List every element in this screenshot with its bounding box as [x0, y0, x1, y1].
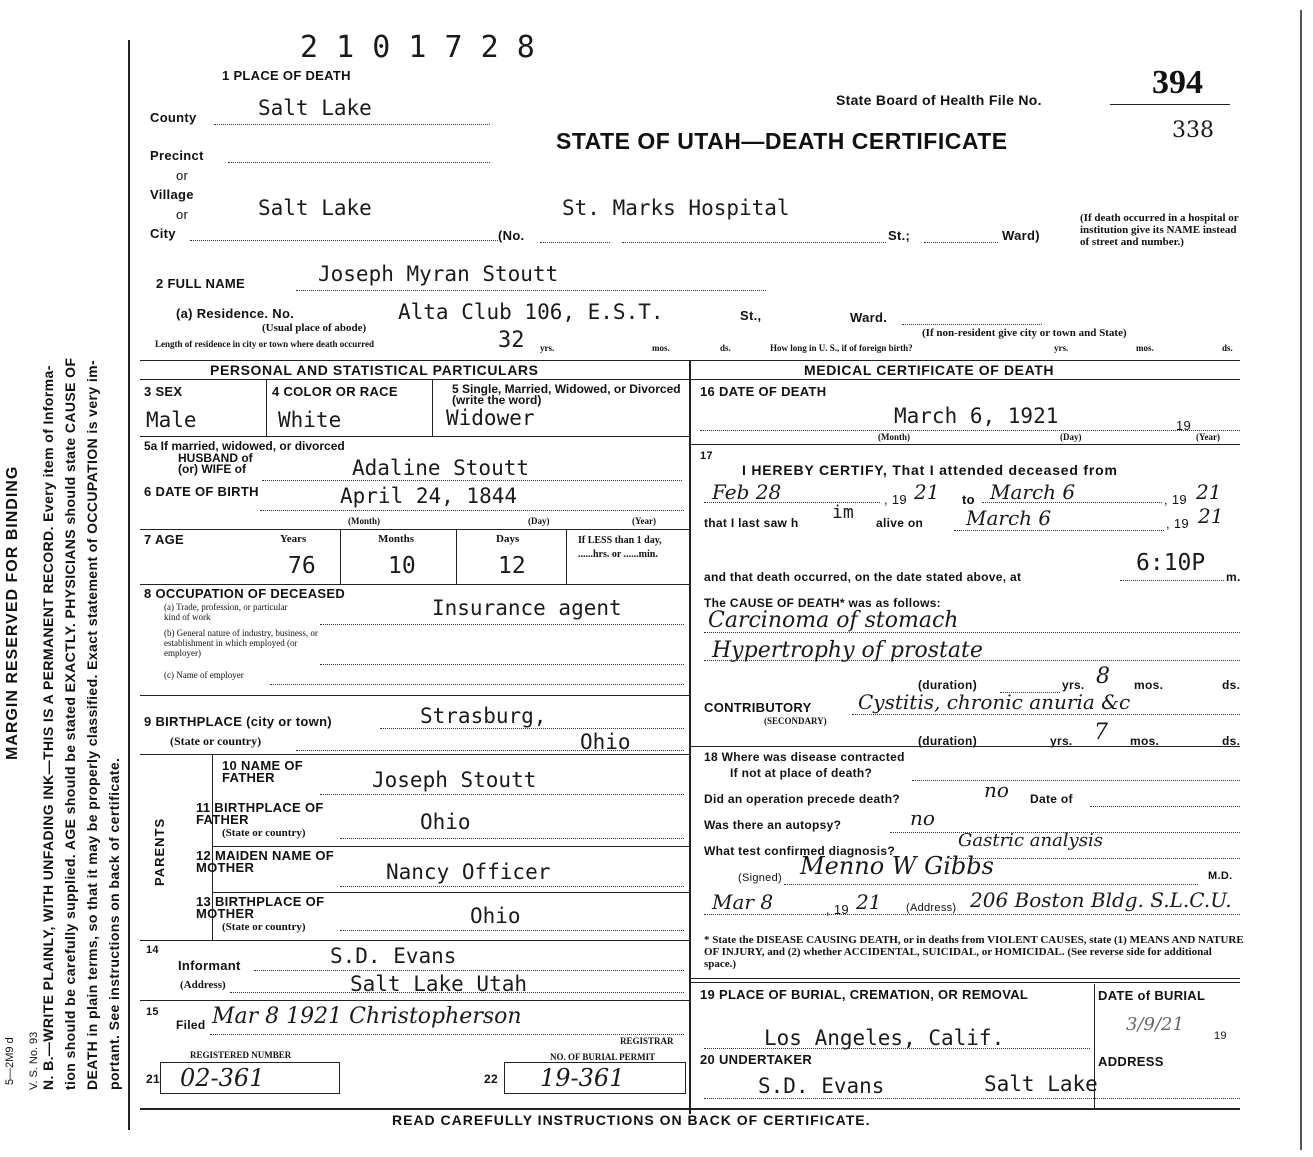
- attended-from: Feb 28: [712, 480, 782, 504]
- or-label-2: or: [176, 207, 189, 222]
- county-value: Salt Lake: [258, 96, 372, 120]
- md-label: M.D.: [1208, 870, 1233, 882]
- full-name-label: 2 FULL NAME: [156, 276, 246, 291]
- residence-value: Alta Club 106, E.S.T.: [398, 300, 664, 324]
- date-of-birth-label: 6 DATE OF BIRTH: [144, 484, 259, 499]
- alive-on-year: 21: [1198, 504, 1224, 528]
- file-number: 394: [1152, 64, 1203, 101]
- time-of-death: 6:10P: [1136, 550, 1206, 576]
- certificate-title: STATE OF UTAH—DEATH CERTIFICATE: [556, 128, 1008, 154]
- burial-permit-label: NO. OF BURIAL PERMIT: [550, 1052, 656, 1062]
- contributory-cause: Cystitis, chronic anuria &c: [858, 690, 1131, 714]
- registrar-label: REGISTRAR: [620, 1036, 674, 1046]
- operation-label: Did an operation precede death?: [704, 792, 900, 806]
- instruction-line-4: portant. See instructions on back of certificate.: [106, 757, 122, 1090]
- duration-label-2: (duration): [918, 734, 977, 748]
- age-years-label: Years: [280, 533, 307, 545]
- us-yrs-label: yrs.: [1054, 343, 1069, 353]
- cause-of-death-2: Hypertrophy of prostate: [712, 638, 983, 663]
- sex-label: 3 SEX: [144, 384, 183, 399]
- age-days-label: Days: [496, 533, 520, 545]
- occupation-c-label: (c) Name of employer: [164, 670, 244, 680]
- registered-number: 02-361: [180, 1064, 265, 1092]
- length-of-residence-value: 32: [498, 328, 525, 353]
- filed-number: 15: [146, 1006, 159, 1018]
- birthplace-city: Strasburg,: [420, 704, 547, 728]
- spouse-label-1: 5a If married, widowed, or divorced: [144, 439, 345, 453]
- operation-date-label: Date of: [1030, 792, 1073, 806]
- age-months-label: Months: [378, 533, 415, 545]
- duration-2-ds-label: ds.: [1222, 734, 1241, 748]
- footer-instructions: READ CAREFULLY INSTRUCTIONS ON BACK OF CERTIFICATE.: [392, 1112, 871, 1128]
- father-name: Joseph Stoutt: [372, 768, 537, 792]
- residence-label: (a) Residence. No.: [176, 306, 295, 321]
- city-value: Salt Lake: [258, 196, 372, 220]
- birthplace-state-label: (State or country): [170, 734, 262, 748]
- duration-label-1: (duration): [918, 678, 977, 692]
- residence-ward-label: Ward.: [850, 310, 888, 325]
- undertaker-label: 20 UNDERTAKER: [700, 1052, 813, 1067]
- informant-label: Informant: [178, 958, 241, 973]
- last-saw-label: that I last saw h: [704, 516, 799, 530]
- usual-place-note: (Usual place of abode): [262, 322, 367, 334]
- time-of-death-label: and that death occurred, on the date stated above, at: [704, 570, 1022, 584]
- date-of-burial-label: DATE of BURIAL: [1098, 988, 1206, 1003]
- footnote: * State the DISEASE CAUSING DEATH, or in deaths from VIOLENT CAUSES, state (1) MEANS AND NATURE OF INJURY, and (2) whether ACCIDENTAL, SUICIDAL, or HOMICIDAL. (See reverse side for additional space.): [704, 934, 1244, 970]
- burial-place: Los Angeles, Calif.: [764, 1026, 1005, 1050]
- occupation-a-label: (a) Trade, profession, or particular kind of work: [164, 602, 288, 622]
- burial-permit-number: 19-361: [540, 1064, 625, 1092]
- length-mos-label: mos.: [652, 343, 670, 353]
- sex-value: Male: [146, 408, 197, 432]
- binding-margin-text: MARGIN RESERVED FOR BINDING: [4, 465, 21, 760]
- age-months: 10: [388, 553, 416, 579]
- burial-19-label: 19: [1214, 1030, 1227, 1042]
- form-number: V. S. No. 93: [28, 1031, 40, 1090]
- age-less-than-label: If LESS than 1 day, ......hrs. or ......min.: [578, 535, 662, 560]
- test-confirmed-label: What test confirmed diagnosis?: [704, 844, 896, 858]
- dod-19-label: 19: [1176, 418, 1192, 433]
- registered-number-field: 21: [146, 1072, 160, 1086]
- undertaker-name: S.D. Evans: [758, 1074, 885, 1098]
- duration-1-ds-label: ds.: [1222, 678, 1241, 692]
- spouse-label-2: HUSBAND of: [178, 451, 253, 465]
- alive-on-19: , 19: [1166, 516, 1189, 531]
- father-birthplace-sub: (State or country): [222, 827, 306, 839]
- date-of-death-value: March 6, 1921: [894, 404, 1059, 428]
- birthplace-state: Ohio: [580, 730, 631, 754]
- father-name-label: 10 NAME OF FATHER: [222, 758, 304, 785]
- city-label: City: [150, 226, 176, 241]
- signed-date: Mar 8: [712, 890, 774, 914]
- cause-of-death-label: The CAUSE OF DEATH* was as follows:: [704, 596, 941, 610]
- father-birthplace: Ohio: [420, 810, 471, 834]
- dob-year-label: (Year): [632, 516, 656, 526]
- date-of-birth-value: April 24, 1844: [340, 484, 518, 508]
- precinct-label: Precinct: [150, 148, 204, 163]
- duration-2-years: 7: [1094, 720, 1108, 745]
- cause-of-death-1: Carcinoma of stomach: [708, 608, 959, 633]
- mother-birthplace-label: 13 BIRTHPLACE OF MOTHER: [196, 894, 325, 921]
- length-of-residence-label: Length of residence in city or town where death occurred: [155, 339, 375, 349]
- informant-number: 14: [146, 944, 159, 956]
- us-residence-label: How long in U. S., if of foreign birth?: [770, 343, 913, 353]
- spouse-name: Adaline Stoutt: [352, 456, 530, 480]
- birthplace-label: 9 BIRTHPLACE (city or town): [144, 714, 332, 729]
- duration-2-mos-label: mos.: [1130, 734, 1160, 748]
- hospital-name: St. Marks Hospital: [562, 196, 790, 220]
- secondary-label: (SECONDARY): [764, 716, 827, 726]
- physician-address: 206 Boston Bldg. S.L.C.U.: [970, 888, 1232, 912]
- color-race-value: White: [278, 408, 342, 432]
- stock-number: 5—2M9 d: [4, 1037, 16, 1085]
- last-saw-him: im: [832, 502, 854, 523]
- registered-number-label: REGISTERED NUMBER: [190, 1050, 292, 1060]
- parents-label: PARENTS: [152, 817, 167, 886]
- attended-to: March 6: [990, 480, 1076, 504]
- personal-particulars-heading: PERSONAL AND STATISTICAL PARTICULARS: [210, 362, 539, 378]
- marital-status-label: 5 Single, Married, Widowed, or Divorced (write the word): [452, 382, 681, 407]
- mother-name: Nancy Officer: [386, 860, 551, 884]
- marital-status-value: Widower: [446, 406, 535, 430]
- file-number-label: State Board of Health File No.: [836, 92, 1042, 108]
- certify-statement: I HEREBY CERTIFY, That I attended deceased from: [742, 462, 1118, 478]
- instruction-line-1: N. B.—WRITE PLAINLY, WITH UNFADING INK—THIS IS A PERMANENT RECORD. Every item of Informa-: [40, 365, 56, 1090]
- informant-address-label: (Address): [180, 979, 226, 991]
- duration-1-mos-label: mos.: [1134, 678, 1164, 692]
- village-label: Village: [150, 187, 194, 202]
- autopsy-value: no: [910, 806, 935, 830]
- attended-from-year: 21: [914, 480, 940, 504]
- time-m-label: m.: [1226, 570, 1241, 584]
- undertaker-address: Salt Lake: [984, 1072, 1098, 1096]
- color-race-label: 4 COLOR OR RACE: [272, 384, 398, 399]
- mother-name-label: 12 MAIDEN NAME OF MOTHER: [196, 848, 335, 875]
- spouse-label-3: (or) WIFE of: [178, 462, 246, 476]
- occupation-b-label: (b) General nature of industry, business, or establishment in which employed (or employer): [164, 628, 318, 658]
- duration-2-yrs-label: yrs.: [1050, 734, 1073, 748]
- alive-on-label: alive on: [876, 516, 924, 530]
- dod-month-label: (Month): [878, 432, 910, 442]
- date-of-burial: 3/9/21: [1126, 1014, 1184, 1035]
- hospital-note: (If death occurred in a hospital or institution give its NAME instead of street and number.): [1080, 212, 1239, 248]
- burial-place-label: 19 PLACE OF BURIAL, CREMATION, OR REMOVAL: [700, 987, 1029, 1002]
- ward-label: Ward): [1002, 228, 1040, 243]
- occupation-label: 8 OCCUPATION OF DECEASED: [144, 586, 346, 601]
- age-days: 12: [498, 553, 526, 579]
- or-label-1: or: [176, 168, 189, 183]
- burial-permit-field: 22: [484, 1072, 498, 1086]
- informant-name: S.D. Evans: [330, 944, 457, 968]
- test-confirmed-value: Gastric analysis: [958, 830, 1103, 851]
- operation-value: no: [984, 778, 1009, 802]
- residence-st-label: St.,: [740, 308, 762, 323]
- mother-birthplace: Ohio: [470, 904, 521, 928]
- certify-number: 17: [700, 450, 713, 462]
- dod-year-label: (Year): [1196, 432, 1220, 442]
- age-label: 7 AGE: [144, 532, 185, 547]
- dod-day-label: (Day): [1060, 432, 1082, 442]
- duration-1-yrs-label: yrs.: [1062, 678, 1085, 692]
- filed-label: Filed: [176, 1018, 206, 1032]
- place-of-death-label: 1 PLACE OF DEATH: [222, 68, 351, 83]
- full-name: Joseph Myran Stoutt: [318, 262, 559, 286]
- attended-to-year: 21: [1196, 480, 1222, 504]
- county-label: County: [150, 110, 197, 125]
- age-years: 76: [288, 553, 316, 579]
- occupation-value: Insurance agent: [432, 596, 622, 620]
- father-birthplace-label: 11 BIRTHPLACE OF FATHER: [196, 800, 324, 827]
- not-place-of-death-label: If not at place of death?: [730, 766, 873, 780]
- signed-19: , 19: [826, 902, 849, 917]
- physician-address-label: (Address): [906, 902, 957, 914]
- instruction-line-2: tion should be carefully supplied. AGE should be stated EXACTLY. PHYSICIANS should state CAUSE OF: [62, 357, 78, 1090]
- us-ds-label: ds.: [1222, 343, 1233, 353]
- attended-to-19: , 19: [1164, 492, 1187, 507]
- street-no-label: (No.: [498, 228, 525, 243]
- signed-year: 21: [856, 890, 882, 914]
- length-yrs-label: yrs.: [540, 343, 555, 353]
- file-number-secondary: 338: [1172, 118, 1214, 143]
- serial-number: 2 1 0 1 7 2 8: [300, 30, 535, 65]
- length-ds-label: ds.: [720, 343, 731, 353]
- mother-birthplace-sub: (State or country): [222, 921, 306, 933]
- dob-day-label: (Day): [528, 516, 550, 526]
- instruction-line-3: DEATH in plain terms, so that it may be properly classified. Exact statement of OCCUPATION is very im-: [84, 359, 100, 1090]
- informant-address: Salt Lake Utah: [350, 972, 528, 996]
- street-label: St.;: [888, 228, 911, 243]
- signed-label: (Signed): [738, 872, 782, 884]
- dob-month-label: (Month): [348, 516, 380, 526]
- undertaker-address-label: ADDRESS: [1098, 1054, 1164, 1069]
- attended-from-19: , 19: [884, 492, 907, 507]
- non-resident-note: (If non-resident give city or town and State): [922, 327, 1127, 339]
- disease-contracted-label: 18 Where was disease contracted: [704, 750, 905, 764]
- physician-signature: Menno W Gibbs: [800, 852, 994, 880]
- to-label: to: [962, 492, 975, 507]
- date-of-death-label: 16 DATE OF DEATH: [700, 384, 827, 399]
- autopsy-label: Was there an autopsy?: [704, 818, 842, 832]
- alive-on-date: March 6: [966, 506, 1052, 530]
- contributory-label: CONTRIBUTORY: [704, 700, 812, 715]
- filed-signature: Mar 8 1921 Christopherson: [212, 1004, 522, 1029]
- duration-1-years: 8: [1096, 664, 1110, 689]
- us-mos-label: mos.: [1136, 343, 1154, 353]
- medical-certificate-heading: MEDICAL CERTIFICATE OF DEATH: [804, 362, 1055, 378]
